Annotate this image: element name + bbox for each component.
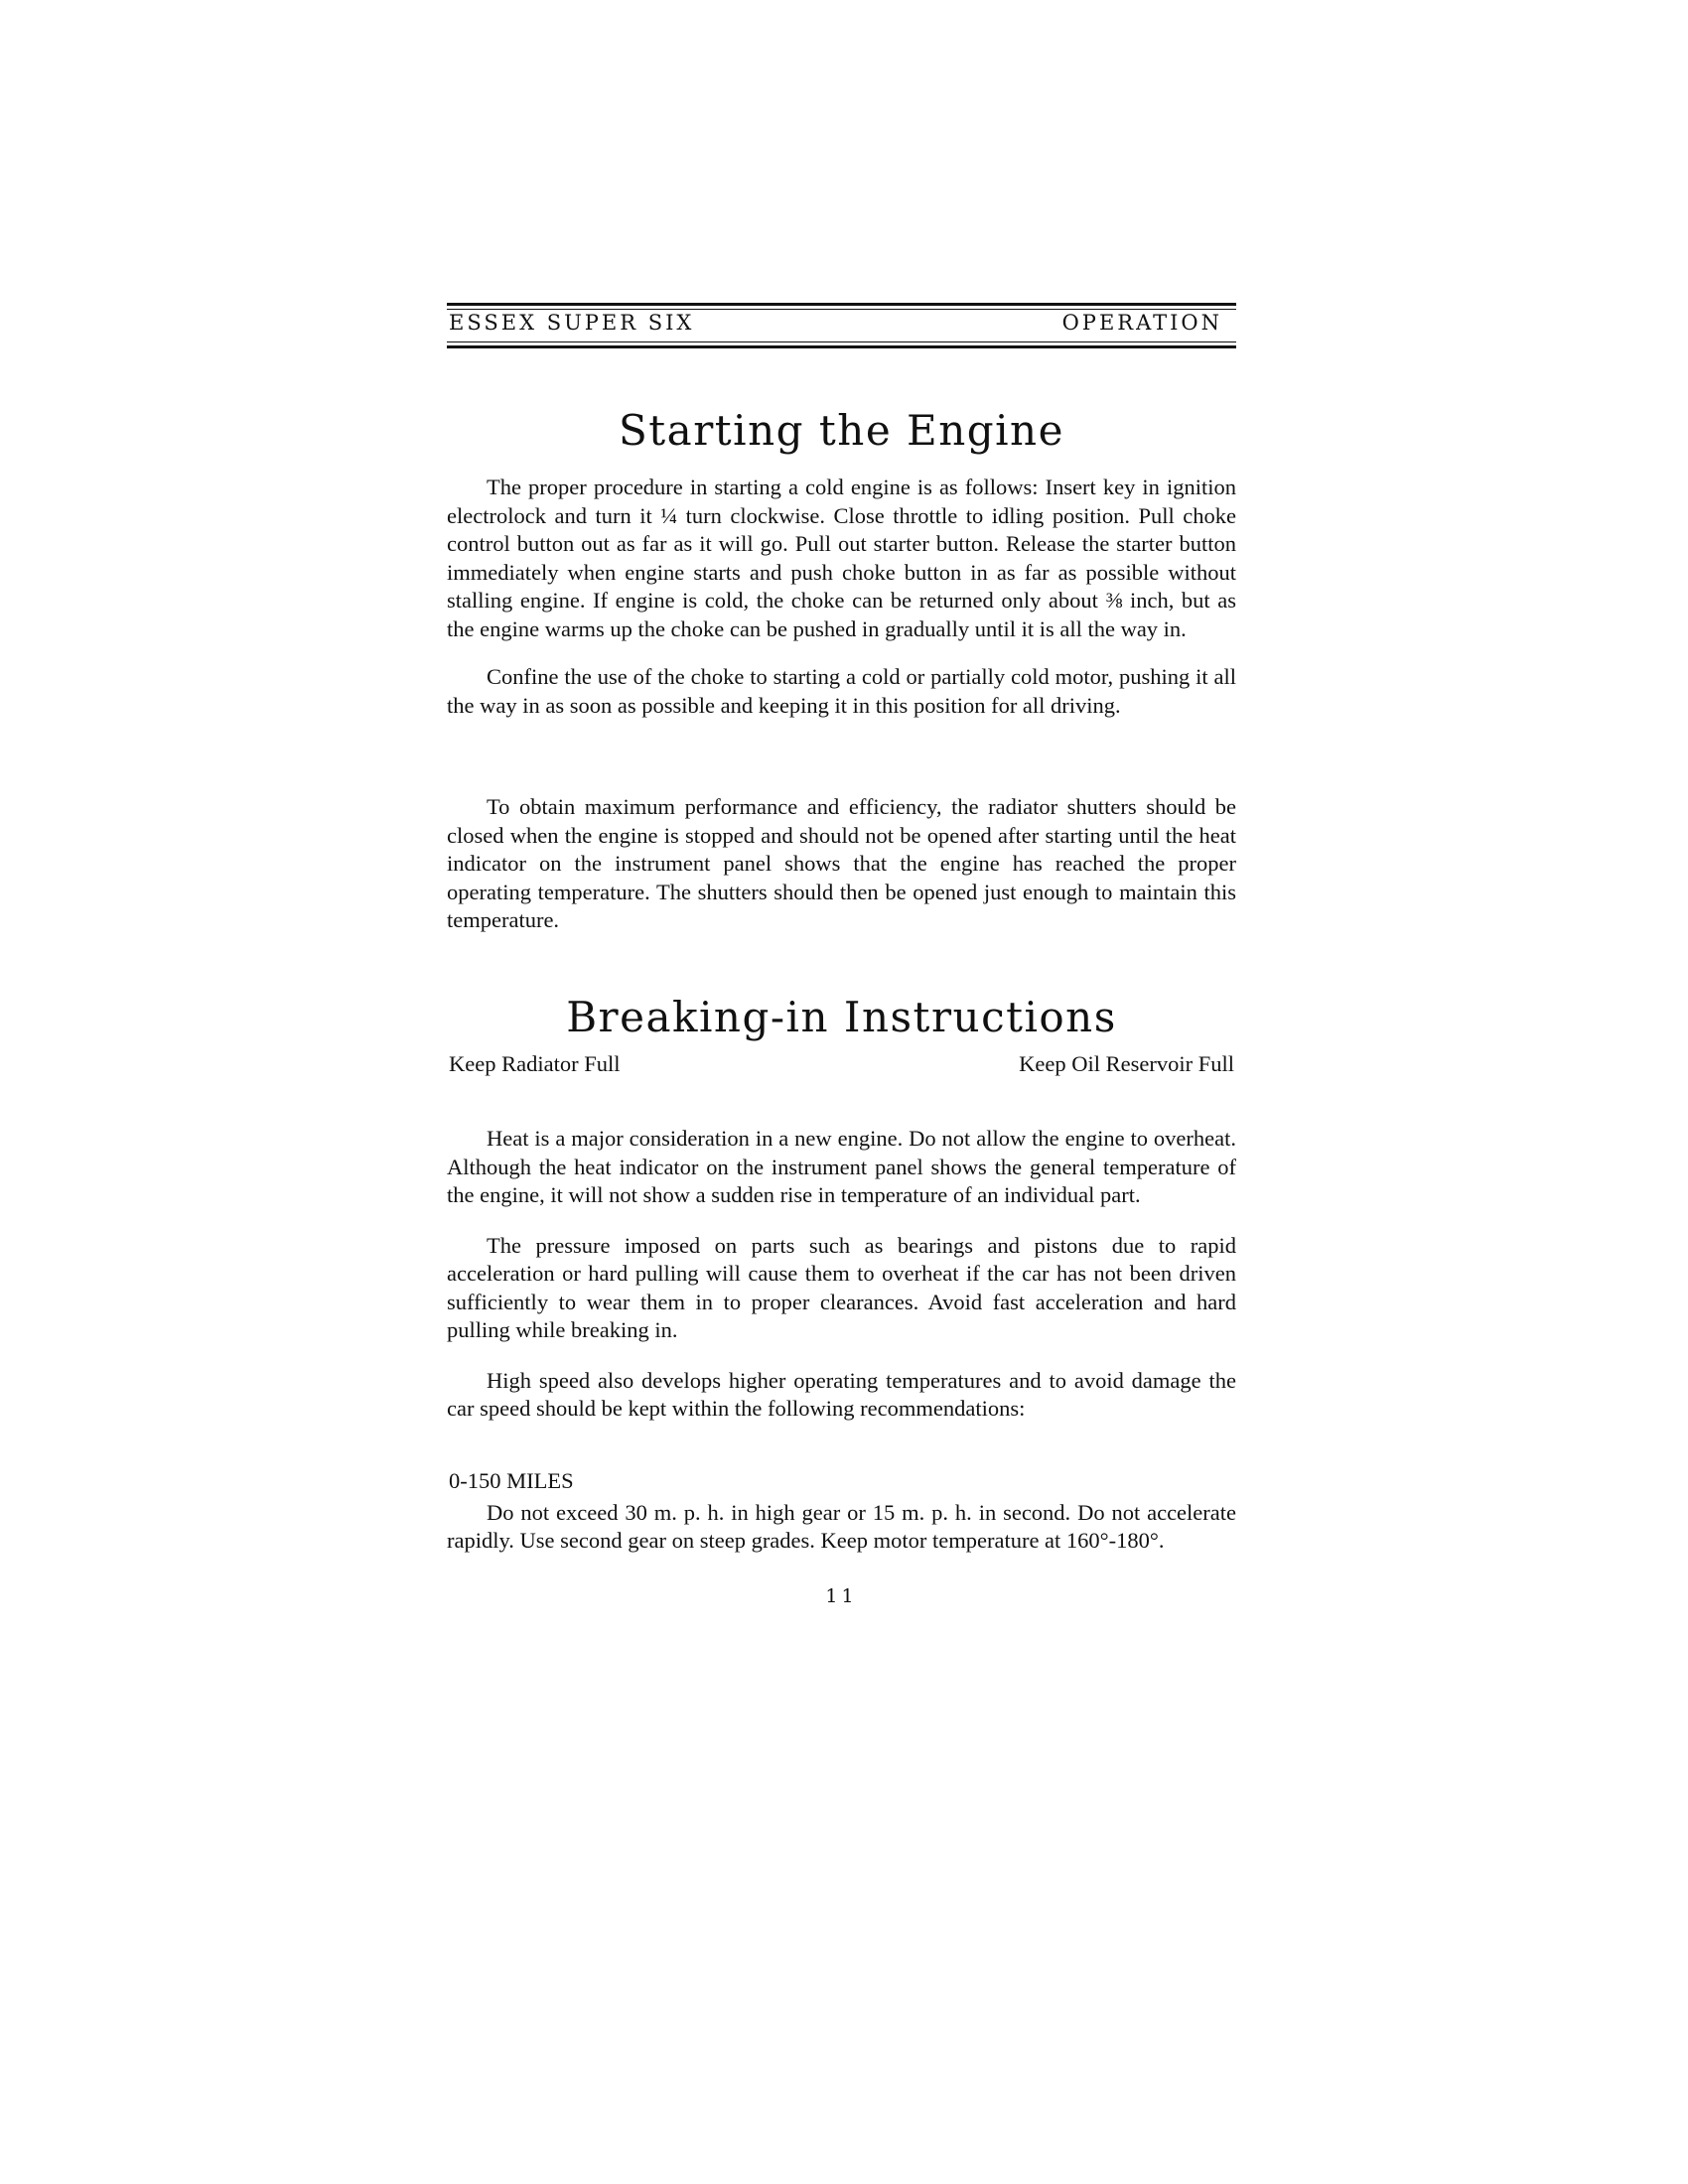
paragraph: To obtain maximum performance and efficiency, the radiator shutters should be closed when the engine is stopped and should not be opened after starting until the heat indicator on the instrument panel shows that the engine has reached the proper operating temperature. The shutters should then be opened just enough to maintain this temperature.	[447, 794, 1236, 933]
maintenance-notes-row	[447, 1050, 1236, 1078]
running-header	[447, 303, 1236, 348]
header-rule-top	[447, 309, 1236, 310]
header-rule-bottom	[447, 341, 1236, 342]
page-number: 11	[825, 1584, 858, 1607]
header-book-title: ESSEX SUPER SIX	[449, 311, 695, 335]
paragraph: High speed also develops higher operating temperatures and to avoid damage the car speed should be kept within the following recommendations:	[447, 1367, 1236, 1422]
paragraph: The proper procedure in starting a cold engine is as follows: Insert key in ignition electrolock and turn it ¼ turn clockwise. Close throttle to idling position. Pull choke control button out as far as it will go. Pull out starter button. Release the starter button immediately when engine starts and push choke button in as far as possible without stalling engine. If engine is cold, the choke can be returned only about ⅜ inch, but as the engine warms up the choke can be pushed in gradually until it is all the way in.	[447, 475, 1236, 641]
paragraph: The pressure imposed on parts such as bearings and pistons due to rapid acceleration or hard pulling will cause them to overheat if the car has not been driven sufficiently to wear them in to proper clearances. Avoid fast acceleration and hard pulling while breaking in.	[447, 1232, 1236, 1343]
note-oil-reservoir: Keep Oil Reservoir Full	[1019, 1051, 1234, 1077]
note-radiator: Keep Radiator Full	[449, 1051, 621, 1077]
paragraph: Heat is a major consideration in a new engine. Do not allow the engine to overheat. Although the heat indicator on the instrument panel shows the general temperature of the engine, it will not show a sudden rise in temperature of an individual part.	[447, 1126, 1236, 1208]
paragraph: Confine the use of the choke to starting a cold or partially cold motor, pushing it all the way in as soon as possible and keeping it in this position for all driving.	[447, 664, 1236, 718]
section-title-breaking-in: Breaking-in Instructions	[566, 992, 1117, 1041]
paragraph: Do not exceed 30 m. p. h. in high gear or 15 m. p. h. in second. Do not accelerate rapidly. Use second gear on steep grades. Keep motor temperature at 160°-180°.	[447, 1499, 1236, 1554]
document-page	[447, 303, 1236, 1607]
header-chapter-title: OPERATION	[1061, 311, 1222, 335]
mileage-heading: 0-150 MILES	[449, 1467, 574, 1493]
section-title-starting-engine: Starting the Engine	[619, 406, 1064, 455]
